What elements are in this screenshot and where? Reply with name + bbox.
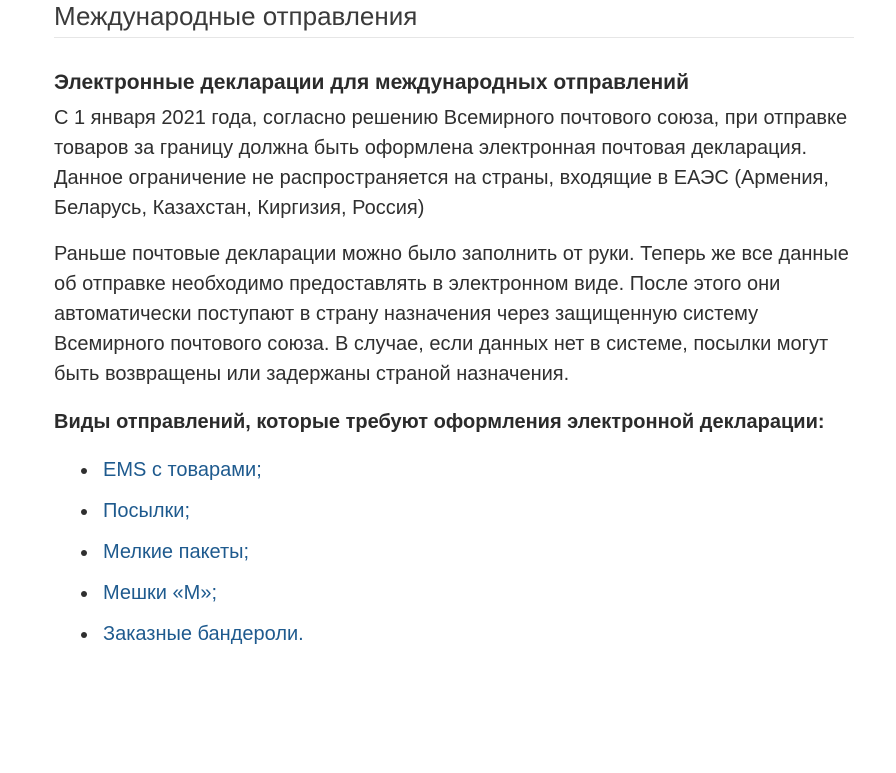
- bullet-icon: [81, 468, 87, 474]
- page-content: [54, 0, 854, 660]
- list-item-parcels: [54, 496, 854, 526]
- list-heading: Виды отправлений, которые требуют оформления электронной декларации:: [54, 411, 825, 433]
- bullet-icon: [81, 509, 87, 515]
- intro-paragraph: С 1 января 2021 года, согласно решению Всемирного почтового союза, при отправке товаров за границу должна быть оформлена электронная почтовая декларация. Данное ограничение не распространяется на страны, входящие в ЕАЭС (Армения, Беларусь, Казахстан, Киргизия, Россия): [54, 107, 848, 219]
- link-ems[interactable]: EMS с товарами;: [103, 459, 262, 481]
- list-item-m-bags: [54, 578, 854, 608]
- list-item-registered-printed: [54, 619, 854, 649]
- list-item-ems: [54, 455, 854, 485]
- details-paragraph: Раньше почтовые декларации можно было заполнить от руки. Теперь же все данные об отправке необходимо предоставлять в электронном виде. После этого они автоматически поступают в страну назначения через защищенную систему Всемирного почтового союза. В случае, если данных нет в системе, посылки могут быть возвращены или задержаны страной назначения.: [54, 243, 849, 385]
- bullet-icon: [81, 550, 87, 556]
- bullet-icon: [81, 632, 87, 638]
- link-registered-printed[interactable]: Заказные бандероли.: [103, 623, 304, 645]
- list-item-small-packets: [54, 537, 854, 567]
- shipment-types-list: [54, 455, 854, 649]
- link-parcels[interactable]: Посылки;: [103, 500, 191, 522]
- bullet-icon: [81, 591, 87, 597]
- link-m-bags[interactable]: Мешки «М»;: [103, 582, 217, 604]
- link-small-packets[interactable]: Мелкие пакеты;: [103, 541, 250, 563]
- section-heading: Электронные декларации для международных отправлений: [54, 71, 690, 94]
- page-title: Международные отправления: [54, 1, 418, 31]
- title-divider: [54, 37, 854, 38]
